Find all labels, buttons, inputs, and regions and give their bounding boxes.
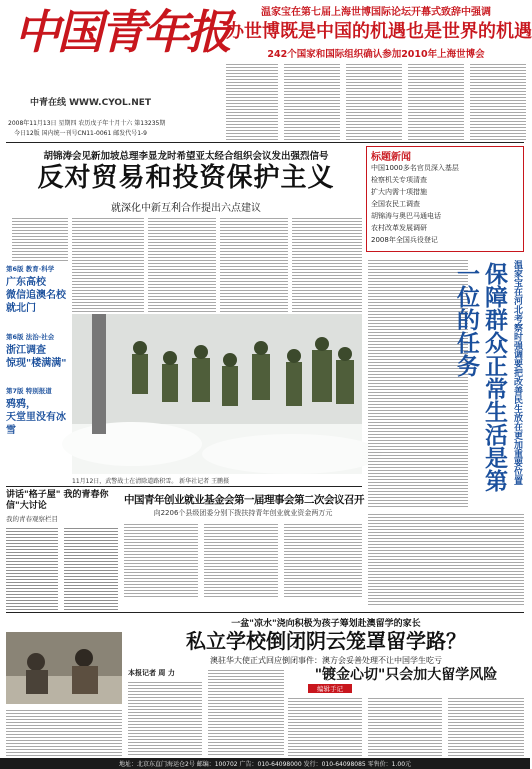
photo-caption: 11月12日，武警战士在清除道路积雪。 新华社记者 王鹏摄 — [72, 478, 230, 485]
lead-body — [220, 216, 288, 312]
commentary-body — [448, 696, 524, 756]
top-story-body — [470, 62, 526, 140]
sidebar-feature — [6, 490, 118, 610]
digest-box — [366, 146, 524, 252]
lead-kicker: 胡锦涛会见新加坡总理李显龙时希望亚太经合组织会议发出强烈信号 — [43, 151, 329, 162]
divider — [6, 612, 524, 613]
snow-scene-image — [72, 314, 362, 474]
fund-body — [204, 522, 278, 598]
lead-body — [292, 216, 362, 312]
top-story-kicker: 温家宝在第七届上海世博国际论坛开幕式致辞中强调 — [261, 7, 491, 18]
sidebar-body — [6, 526, 58, 610]
top-story-headline[interactable]: 办世博既是中国的机遇也是世界的机遇 — [226, 21, 532, 42]
digest-item[interactable]: 全国农民工调查 — [371, 200, 420, 208]
school-body — [208, 668, 284, 756]
school-body — [128, 680, 202, 756]
fund-headline[interactable]: 中国青年创业就业基金会第一届理事会第二次会议召开 — [124, 494, 364, 506]
top-story — [226, 2, 532, 142]
footer-bar — [0, 758, 530, 769]
sidebar-subhead: 我的青春观察栏目 — [6, 515, 58, 523]
index-title[interactable]: 广东高校 微信追澳名校 就北门 — [6, 277, 66, 314]
divider — [6, 486, 362, 487]
digest-item[interactable]: 2008年全国兵役登记 — [371, 236, 438, 244]
classroom-image — [6, 632, 122, 704]
top-story-body — [226, 62, 278, 140]
commentary — [288, 664, 524, 756]
classroom-photo — [6, 632, 122, 704]
digest-item[interactable]: 中国1000多名官员深入基层 — [371, 164, 459, 172]
sidebar-body — [64, 526, 118, 610]
commentary-body — [288, 696, 362, 756]
lead-body — [12, 216, 68, 262]
vertical-kicker: 温家宝在河北考察时强调要把改善民生放在更加重要位置 — [512, 260, 522, 485]
divider — [6, 142, 524, 143]
masthead-issue: 今日12版 国内统一刊号CN11-0061 邮发代号1-9 — [14, 130, 147, 137]
index-label: 第6版 教育·科学 — [6, 265, 55, 273]
main-photo — [72, 314, 362, 474]
commentary-tag: 编辑手记 — [308, 684, 352, 693]
lead-body — [148, 216, 216, 312]
lead-body — [72, 216, 144, 312]
top-story-subhead: 242个国家和国际组织确认参加2010年上海世博会 — [267, 49, 485, 60]
fund-body — [124, 522, 198, 598]
index-label: 第7版 特别报道 — [6, 387, 52, 395]
commentary-headline[interactable]: "镀金心切"只会加大留学风险 — [314, 667, 498, 683]
school-headline[interactable]: 私立学校倒闭阴云笼罩留学路？ — [186, 629, 466, 653]
school-kicker: 一盆"凉水"浇向积极为孩子筹划赴澳留学的家长 — [231, 619, 421, 629]
fund-subhead: 向2206个县级团委分别下拨扶持青年创业就业资金两万元 — [153, 509, 333, 517]
top-story-body — [346, 62, 402, 140]
vertical-headline[interactable]: 保障群众正常生活是第一位的任务 — [453, 262, 507, 492]
lead-subhead: 就深化中新互利合作提出六点建议 — [111, 203, 261, 214]
digest-header: 标题新闻 — [371, 152, 411, 163]
digest-list — [371, 162, 521, 246]
digest-item[interactable]: 扩大内需十项措施 — [371, 188, 427, 196]
column-body — [368, 512, 524, 606]
photo-side-body — [6, 708, 122, 756]
commentary-body — [368, 696, 442, 756]
top-story-body — [284, 62, 340, 140]
masthead-date: 2008年11月13日 星期四 农历戊子年十月十六 第13235期 — [8, 120, 166, 127]
index-panel — [6, 264, 68, 480]
sidebar-headline[interactable]: 讲话"格子屋" 我的青春你信"大讨论 — [6, 490, 109, 511]
masthead-site: 中青在线 WWW.CYOL.NET — [30, 98, 152, 108]
fund-body — [284, 522, 362, 598]
school-byline: 本报记者 周 力 — [128, 669, 175, 677]
top-story-body — [408, 62, 464, 140]
fund-story — [124, 490, 362, 600]
lead-headline[interactable]: 反对贸易和投资保护主义 — [37, 163, 335, 193]
school-subhead: 澳驻华大使正式回应倒闭事件：澳方会妥善处理不让中国学生吃亏 — [210, 656, 442, 665]
digest-item[interactable]: 检察机关专项清查 — [371, 176, 427, 184]
digest-item[interactable]: 农村改革发展调研 — [371, 224, 427, 232]
footer-text: 地址：北京东直门海运仓2号 邮编：100702 广告：010-64098000 发行：010-64098085 零售价：1.00元 — [118, 761, 412, 768]
index-label: 第6版 法治·社会 — [6, 333, 55, 341]
digest-item[interactable]: 胡锦涛与奥巴马通电话 — [371, 212, 441, 220]
index-title[interactable]: 鸦鸦， 天堂里没有冰雪 — [6, 399, 66, 436]
masthead-title: 中国青年报 — [14, 5, 229, 59]
index-title[interactable]: 浙江调查 惊现"楼满满" — [6, 345, 67, 369]
